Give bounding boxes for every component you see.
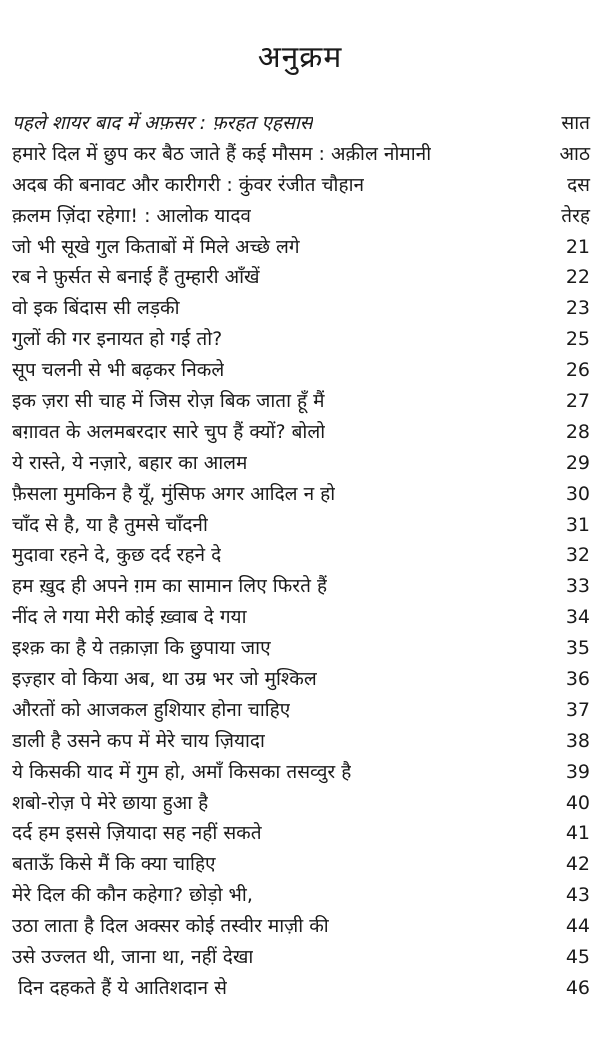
toc-entry-page: 28 [565, 420, 590, 443]
toc-entry [12, 788, 590, 819]
toc-entry-title: रब ने फ़ुर्सत से बनाई हैं तुम्हारी आँखें [12, 266, 260, 289]
toc-entry-title: मेरे दिल की कौन कहेगा? छोड़ो भी, [12, 884, 253, 907]
toc-entry-page: 30 [565, 482, 590, 505]
toc-entry [12, 139, 590, 170]
toc-entry-title: मुदावा रहने दे, कुछ दर्द रहने दे [12, 544, 222, 567]
toc-entry-page: 21 [565, 235, 590, 258]
toc-entry-title: औरतों को आजकल हुशियार होना चाहिए [12, 698, 291, 721]
toc-entry-page: 26 [565, 359, 590, 382]
toc-entry-page: आठ [559, 142, 590, 165]
toc-entry-title: हमारे दिल में छुप कर बैठ जाते हैं कई मौसम : अक़ील नोमानी [12, 142, 432, 165]
toc-entry-page: 32 [565, 544, 590, 567]
toc-entry-title: चाँद से है, या है तुमसे चाँदनी [12, 513, 208, 536]
toc-entry [12, 417, 590, 448]
toc-entry [12, 726, 590, 757]
toc-entry-title: सूप चलनी से भी बढ़कर निकले [12, 359, 225, 382]
toc-entry-page: 46 [565, 976, 590, 999]
toc-entry [12, 695, 590, 726]
toc-entry-page: सात [561, 112, 590, 134]
table-of-contents [12, 108, 590, 1004]
toc-entry [12, 510, 590, 541]
toc-entry-title: ये किसकी याद में गुम हो, अमाँ किसका तसव्वुर है [12, 760, 352, 783]
toc-entry [12, 757, 590, 788]
toc-entry [12, 664, 590, 695]
toc-entry-title: फ़ैसला मुमकिन है यूँ, मुंसिफ अगर आदिल न हो [12, 482, 336, 505]
toc-entry [12, 170, 590, 201]
toc-entry-title: बताऊँ किसे मैं कि क्या चाहिए [12, 853, 216, 876]
toc-entry [12, 108, 590, 139]
toc-entry [12, 880, 590, 911]
toc-entry-page: 44 [565, 915, 590, 938]
toc-entry-page: 43 [565, 884, 590, 907]
toc-entry [12, 262, 590, 293]
toc-entry [12, 818, 590, 849]
toc-entry-title: उठा लाता है दिल अक्सर कोई तस्वीर माज़ी की [12, 915, 329, 938]
toc-entry-title: गुलों की गर इनायत हो गई तो? [12, 328, 223, 351]
toc-entry [12, 386, 590, 417]
toc-entry-title: नींद ले गया मेरी कोई ख़्वाब दे गया [12, 606, 247, 629]
toc-entry-title: इक ज़रा सी चाह में जिस रोज़ बिक जाता हूँ मैं [12, 390, 325, 413]
toc-entry-page: दस [567, 173, 590, 196]
toc-entry [12, 571, 590, 602]
toc-entry-page: 39 [565, 760, 590, 783]
toc-entry-title: हम ख़ुद ही अपने ग़म का सामान लिए फिरते हैं [12, 575, 328, 598]
toc-entry-title: पहले शायर बाद में अफ़सर : फ़रहत एहसास [12, 112, 313, 134]
toc-entry-title: शबो-रोज़ पे मेरे छाया हुआ है [12, 791, 209, 814]
toc-entry-title: दिन दहकते हैं ये आतिशदान से [18, 976, 227, 999]
toc-entry-page: 42 [565, 853, 590, 876]
toc-entry [12, 849, 590, 880]
toc-entry [12, 324, 590, 355]
toc-entry-title: ये रास्ते, ये नज़ारे, बहार का आलम [12, 451, 248, 474]
toc-entry-page: 37 [565, 698, 590, 721]
toc-entry [12, 602, 590, 633]
toc-entry-title: इज़्हार वो किया अब, था उम्र भर जो मुश्किल [12, 668, 317, 691]
toc-entry-title: डाली है उसने कप में मेरे चाय ज़ियादा [12, 729, 265, 752]
toc-entry-page: 34 [565, 606, 590, 629]
toc-entry [12, 355, 590, 386]
toc-entry-title: वो इक बिंदास सी लड़की [12, 297, 180, 320]
toc-entry-page: 23 [565, 297, 590, 320]
toc-entry-page: 36 [565, 668, 590, 691]
toc-entry-page: 22 [565, 266, 590, 289]
toc-entry-page: 38 [565, 729, 590, 752]
toc-entry-title: उसे उज्लत थी, जाना था, नहीं देखा [12, 946, 254, 969]
toc-entry [12, 479, 590, 510]
toc-entry-page: 27 [565, 390, 590, 413]
toc-entry-title: अदब की बनावट और कारीगरी : कुंवर रंजीत चौहान [12, 173, 365, 196]
toc-entry [12, 942, 590, 973]
toc-entry-page: 29 [565, 451, 590, 474]
toc-entry [12, 540, 590, 571]
toc-entry-title: दर्द हम इससे ज़ियादा सह नहीं सकते [12, 822, 262, 845]
toc-entry [12, 201, 590, 232]
toc-entry-page: 45 [565, 946, 590, 969]
toc-entry-title: क़लम ज़िंदा रहेगा! : आलोक यादव [12, 204, 251, 227]
toc-entry [12, 911, 590, 942]
toc-entry-page: तेरह [561, 204, 590, 227]
toc-entry-title: जो भी सूखे गुल किताबों में मिले अच्छे लगे [12, 235, 300, 258]
toc-entry [12, 973, 590, 1004]
toc-entry [12, 448, 590, 479]
toc-entry-page: 33 [565, 575, 590, 598]
toc-entry-page: 40 [565, 791, 590, 814]
page-title: अनुक्रम [257, 40, 343, 75]
toc-entry-page: 25 [565, 328, 590, 351]
toc-entry-page: 41 [565, 822, 590, 845]
toc-entry [12, 293, 590, 324]
toc-entry-title: इश्क़ का है ये तक़ाज़ा कि छुपाया जाए [12, 637, 271, 660]
toc-entry-page: 31 [565, 513, 590, 536]
toc-entry [12, 633, 590, 664]
toc-entry [12, 232, 590, 263]
toc-entry-page: 35 [565, 637, 590, 660]
toc-entry-title: बग़ावत के अलमबरदार सारे चुप हैं क्यों? बोलो [12, 420, 326, 443]
